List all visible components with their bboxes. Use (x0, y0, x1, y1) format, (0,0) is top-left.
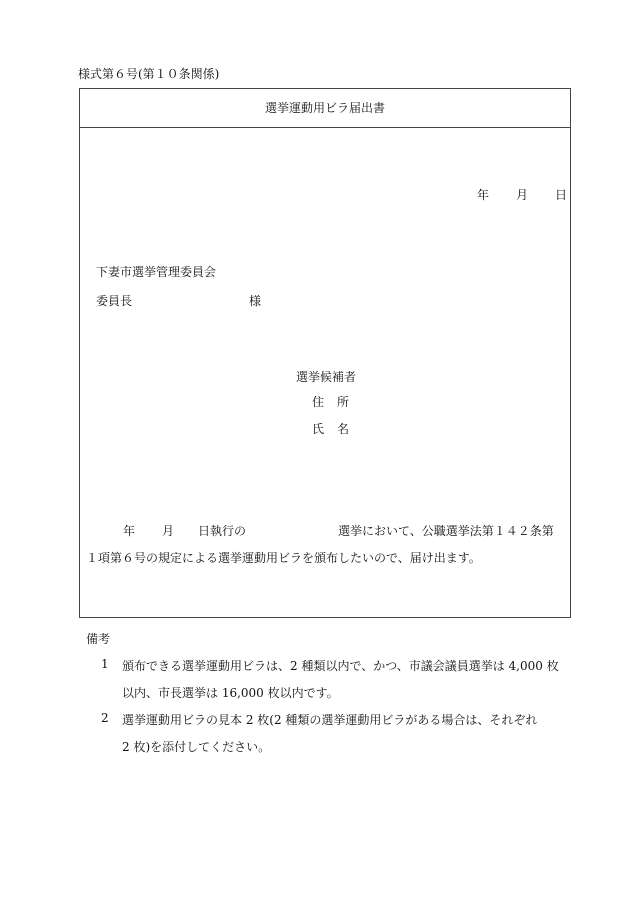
date-year-label: 年 (477, 188, 490, 202)
body-line1: 選挙において、公職選挙法第１４２条第 (338, 524, 554, 538)
addressee-chairperson: 委員長 (96, 294, 133, 308)
candidate-name-label-2: 名 (337, 422, 350, 436)
date-day-label: 日 (555, 188, 568, 202)
remark-text-line: 以内、市長選挙は 16,000 枚以内です。 (122, 686, 339, 700)
form-title: 選挙運動用ビラ届出書 (80, 89, 570, 128)
body-day-executed: 日執行の (198, 524, 247, 538)
body-line2: １項第６号の規定による選挙運動用ビラを頒布したいので、届け出ます。 (86, 551, 481, 565)
candidate-address-label-2: 所 (337, 395, 350, 409)
form-number: 様式第６号(第１０条関係) (78, 67, 220, 81)
body-month-label: 月 (162, 524, 175, 538)
candidate-address-label-1: 住 (312, 395, 325, 409)
remark-text-line: 2 枚)を添付してください。 (122, 740, 271, 754)
remark-number: 2 (101, 711, 109, 725)
candidate-heading: 選挙候補者 (296, 370, 357, 384)
body-year-label: 年 (123, 524, 136, 538)
addressee-honorific: 様 (249, 294, 262, 308)
date-month-label: 月 (516, 188, 529, 202)
addressee-organization: 下妻市選挙管理委員会 (96, 265, 217, 279)
remark-text-line: 頒布できる選挙運動用ビラは、2 種類以内で、かつ、市議会議員選挙は 4,000 枚 (122, 659, 559, 673)
remark-number: 1 (101, 657, 109, 671)
remark-text-line: 選挙運動用ビラの見本 2 枚(2 種類の選挙運動用ビラがある場合は、それぞれ (122, 713, 538, 727)
candidate-name-label-1: 氏 (312, 422, 325, 436)
remarks-title: 備考 (86, 632, 111, 646)
